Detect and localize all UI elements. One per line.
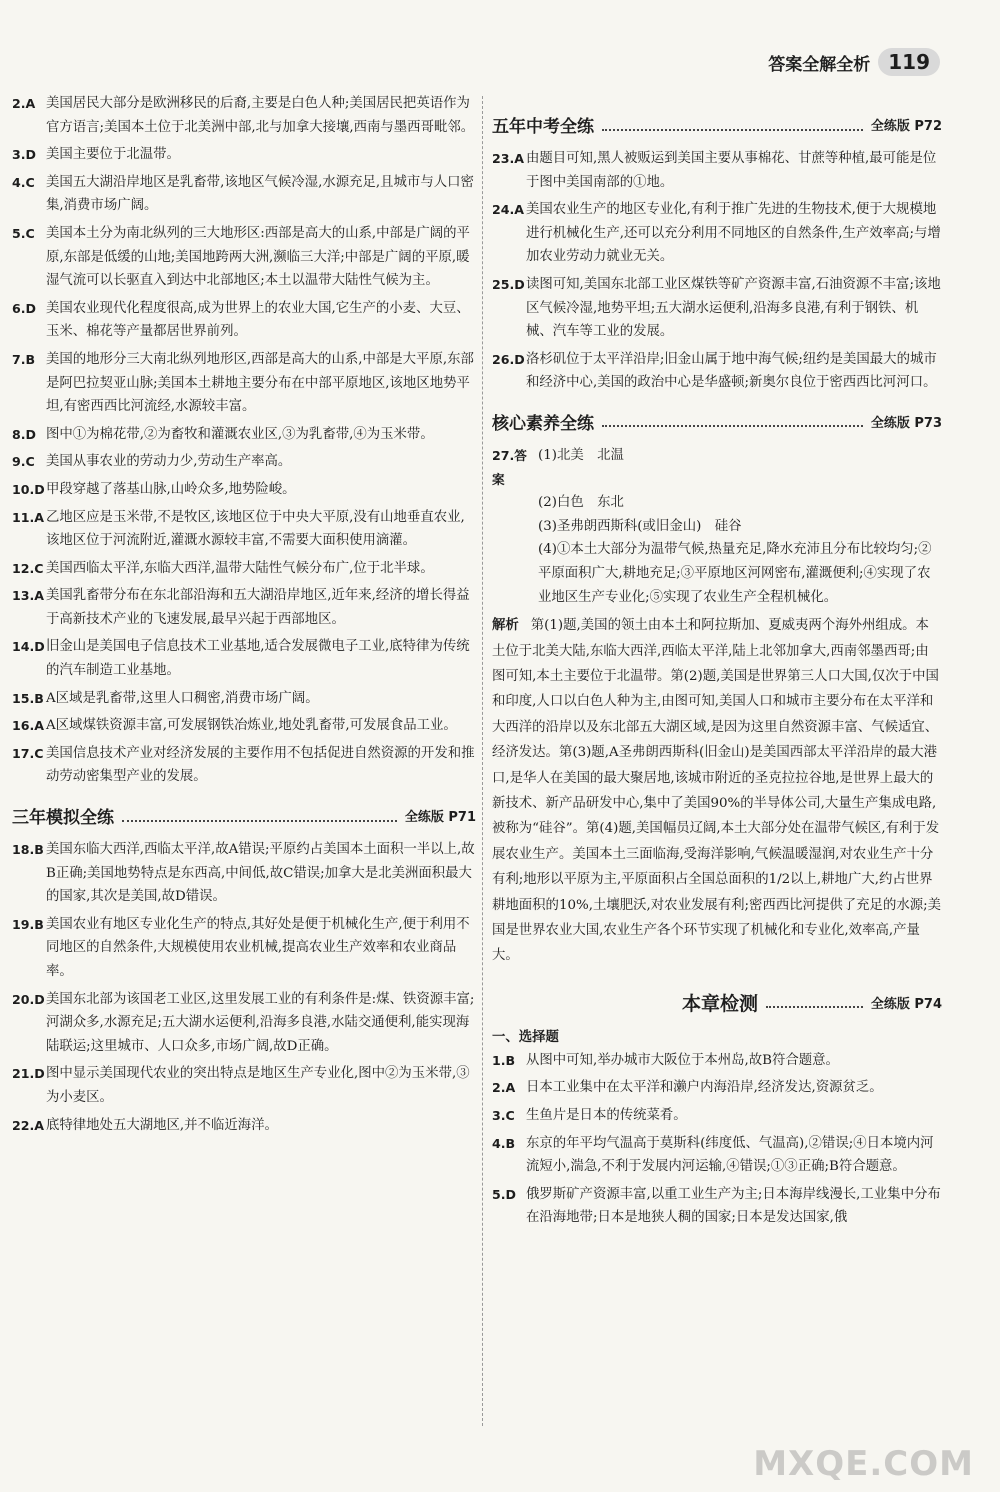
dotted-leader [766, 996, 863, 1008]
answer-item [12, 348, 476, 419]
answer-number: 5.C [12, 225, 35, 241]
answer-text: 美国乳畜带分布在东北部沿海和五大湖沿岸地区,近年来,经济的增长得益于高新技术产业的飞速发展,最早兴起于西部地区。 [46, 588, 470, 627]
answer-number: 21.D [12, 1066, 45, 1082]
answer-item [12, 92, 476, 139]
answer-number: 16.A [12, 718, 45, 734]
answer-item [492, 147, 942, 194]
answer-number: 15.B [12, 690, 44, 706]
answer-text: 美国信息技术产业对经济发展的主要作用不包括促进自然资源的开发和推动劳动密集型产业的发展。 [46, 745, 475, 785]
answer-number: 4.C [12, 174, 35, 190]
answer-text: 乙地区应是玉米带,不是牧区,该地区位于中央大平原,没有山地垂直农业,该地区位于河流附近,灌溉水源较丰富,不需要大面积使用滴灌。 [46, 509, 465, 549]
explain-label: 解析 [492, 618, 519, 634]
answer-list-left [12, 92, 476, 789]
answer-number: 10.D [12, 481, 45, 497]
answer-number: 25.D [492, 276, 525, 292]
watermark: MXQE.COM [753, 1444, 974, 1484]
answer-item [12, 687, 476, 711]
answer-text: 美国农业现代化程度很高,成为世界上的农业大国,它生产的小麦、大豆、玉米、棉花等产量都居世界前列。 [46, 300, 470, 340]
answer-text: 美国本土分为南北纵列的三大地形区:西部是高大的山系,中部是广阔的平原,东部是低缓的山地;美国地跨两大洲,濒临三大洋;中部是广阔的平原,暖湿气流可以长驱直入到达中北部地区;本土以温带大陆性气候为主。 [46, 225, 470, 289]
answer-list-right [492, 147, 942, 395]
page-number: 119 [878, 48, 940, 76]
answer-item [12, 222, 476, 293]
answer-number: 12.C [12, 560, 44, 576]
answer-item [12, 557, 476, 581]
answer-text: 洛杉矶位于太平洋沿岸;旧金山属于地中海气候;纽约是美国最大的城市和经济中心,美国的政治中心是华盛顿;新奥尔良位于密西西比河河口。 [526, 351, 937, 391]
answer-text: 美国农业有地区专业化生产的特点,其好处是便于机械化生产,便于利用不同地区的自然条件,大规模使用农业机械,提高农业生产效率和农业商品率。 [46, 916, 470, 979]
q27-first-line [492, 444, 942, 491]
answer-text: 日本工业集中在太平洋和濑户内海沿岸,经济发达,资源贫乏。 [526, 1080, 883, 1096]
answer-text: 从图中可知,举办城市大阪位于本州岛,故B符合题意。 [526, 1052, 839, 1068]
answer-number: 4.B [492, 1135, 516, 1151]
section-ref: 全练版 P74 [870, 996, 942, 1012]
answer-text: 俄罗斯矿产资源丰富,以重工业生产为主;日本海岸线漫长,工业集中分布在沿海地带;日本是地狭人稠的国家;日本是发达国家,俄 [526, 1186, 941, 1226]
answer-number: 5.D [492, 1186, 517, 1202]
answer-text: 图中显示美国现代农业的突出特点是地区生产专业化,图中②为玉米带,③为小麦区。 [46, 1066, 470, 1105]
answer-list-left-2 [12, 838, 476, 1137]
right-column [492, 92, 942, 1234]
answer-text: 东京的年平均气温高于莫斯科(纬度低、气温高),②错误;④日本境内河流短小,湍急,不利于发展内河运输,④错误;①③正确;B符合题意。 [526, 1135, 934, 1175]
q27-line-2: (2)白色 东北 [538, 495, 624, 511]
q27-explanation [492, 613, 942, 969]
answer-number: 2.A [12, 96, 36, 111]
answer-text: A区域是乳畜带,这里人口稠密,消费市场广阔。 [46, 690, 319, 706]
answer-item [492, 1049, 942, 1073]
answer-number: 18.B [12, 842, 44, 858]
section-title: 五年中考全练 [492, 117, 594, 137]
answer-text: 美国的地形分三大南北纵列地形区,西部是高大的山系,中部是大平原,东部是阿巴拉契亚山脉;美国本土耕地主要分布在中部平原地区,该地区地势平坦,有密西西比河流经,水源较丰富。 [46, 351, 474, 415]
answer-text: A区域煤铁资源丰富,可发展钢铁冶炼业,地处乳畜带,可发展食品工业。 [46, 718, 457, 734]
q27-num: 27.答案 [492, 447, 527, 487]
answer-item [492, 348, 942, 395]
answer-item [12, 635, 476, 682]
answer-text: 读图可知,美国东北部工业区煤铁等矿产资源丰富,石油资源不丰富;该地区气候冷湿,地势平坦;五大湖水运便利,沿海多良港,有利于钢铁、机械、汽车等工业的发展。 [526, 276, 941, 340]
answer-item [492, 1076, 942, 1100]
section-ref: 全练版 P72 [870, 119, 942, 134]
answer-text: 美国东临大西洋,西临太平洋,故A错误;平原约占美国本土面积一半以上,故B正确;美国地势特点是东西高,中间低,故C错误;加拿大是北美洲面积最大的国家,其次是美国,故D错误。 [46, 842, 475, 905]
answer-item [492, 1104, 942, 1128]
answer-text: 甲段穿越了落基山脉,山岭众多,地势险峻。 [46, 481, 296, 497]
q27-line-3: (3)圣弗朗西斯科(或旧金山) 硅谷 [538, 518, 742, 534]
answer-number: 7.B [12, 351, 36, 367]
answer-text: 美国从事农业的劳动力少,劳动生产率高。 [46, 454, 292, 470]
answer-text: 美国五大湖沿岸地区是乳畜带,该地区气候冷湿,水源充足,且城市与人口密集,消费市场广阔。 [46, 174, 474, 214]
explain-text: 第(1)题,美国的领土由本土和阿拉斯加、夏威夷两个海外州组成。本土位于北美大陆,东临大西洋,西临太平洋,陆上北邻加拿大,西南邻墨西哥;由图可知,本土主要位于北温带。第(2)题,美国是世界第三人口大国,仅次于中国和印度,人口以白色人种为主,由图可知,美国人口和城市主要分布在太平洋和大西洋的沿岸以及东北部五大湖区域,是因为这里自然资源丰富、气候适宜、经济发达。第(3)题,A圣弗朗西斯科(旧金山)是美国西部太平洋沿岸的最大港口,是华人在美国的最大聚居地,该城市附近的圣克拉拉谷地,是世界上最大的新技术、新产品研发中心,集中了美国90%的半导体公司,大量生产集成电路,被称为“硅谷”。第(4)题,美国幅员辽阔,本土大部分处在温带气候区,有利于发展农业生产。美国本土三面临海,受海洋影响,气候温暖湿润,对农业生产十分有利;地形以平原为主,平原面积占全国总面积的1/2以上,耕地广大,约占世界耕地面积的10%,土壤肥沃,对农业发展有利;密西西比河提供了充足的水源;美国是世界农业大国,农业生产各个环节实现了机械化和专业化,效率高,产量大。 [492, 618, 942, 964]
answer-number: 13.A [12, 588, 45, 604]
answer-number: 26.D [492, 351, 525, 367]
answer-number: 9.C [12, 454, 35, 470]
q27-answer [492, 444, 942, 969]
q27-line-4: (4)①本土大部分为温带气候,热量充足,降水充沛且分布比较均匀;②平原面积广大,耕地充足;③平原地区河网密布,灌溉便利;④实现了农业地区生产专业化;⑤实现了农业生产全程机械化。 [538, 542, 932, 605]
left-column [12, 92, 476, 1141]
answer-number: 17.C [12, 745, 44, 761]
answer-item [12, 450, 476, 474]
section-title: 三年模拟全练 [12, 808, 114, 829]
dotted-leader [602, 415, 863, 427]
answer-item [12, 478, 476, 502]
answer-item [12, 1062, 476, 1109]
answer-number: 3.C [492, 1107, 515, 1123]
answer-item [12, 506, 476, 553]
answer-text: 美国东北部为该国老工业区,这里发展工业的有利条件是:煤、铁资源丰富;河湖众多,水源充足;五大湖水运便利,沿海多良港,水陆交通便利,能实现海陆联运;这里城市、人口众多,市场广阔,故D正确。 [46, 991, 475, 1054]
answer-number: 24.A [492, 202, 525, 218]
section-five-year [492, 112, 942, 137]
header-title: 答案全解全析 [768, 54, 871, 75]
answer-text: 底特律地处五大湖地区,并不临近海洋。 [46, 1117, 278, 1133]
answer-list-right-2 [492, 1049, 942, 1230]
answer-number: 23.A [492, 151, 525, 166]
answer-text: 美国农业生产的地区专业化,有利于推广先进的生物技术,便于大规模地进行机械化生产,还可以充分利用不同地区的自然条件,生产效率高;与增加农业劳动力就业无关。 [526, 202, 941, 265]
section-ref: 全练版 P73 [870, 415, 942, 431]
dotted-leader [122, 810, 397, 822]
section-title: 本章检测 [682, 992, 759, 1015]
answer-item [492, 198, 942, 269]
section-ref: 全练版 P71 [404, 810, 476, 826]
answer-number: 14.D [12, 639, 45, 655]
section-title: 核心素养全练 [492, 413, 594, 434]
answer-text: 美国主要位于北温带。 [46, 147, 180, 163]
section-core [492, 409, 942, 434]
section-chapter-test [492, 989, 942, 1016]
answer-item [492, 273, 942, 344]
answer-number: 19.B [12, 916, 44, 932]
answer-item [12, 913, 476, 984]
answer-number: 3.D [12, 147, 37, 163]
answer-item [12, 988, 476, 1059]
answer-item [12, 143, 476, 167]
answer-text: 由题目可知,黑人被贩运到美国主要从事棉花、甘蔗等种植,最可能是位于图中美国南部的①地。 [526, 151, 937, 190]
answer-number: 2.A [492, 1080, 516, 1096]
answer-item [12, 714, 476, 738]
answer-item [12, 742, 476, 789]
answer-text: 美国居民大部分是欧洲移民的后裔,主要是白色人种;美国居民把英语作为官方语言;美国本土位于北美洲中部,北与加拿大接壤,西南与墨西哥毗邻。 [46, 96, 475, 135]
q27-line-1: (1)北美 北温 [538, 447, 624, 463]
answer-item [492, 1183, 942, 1230]
answer-item [12, 584, 476, 631]
answer-text: 美国西临太平洋,东临大西洋,温带大陆性气候分布广,位于北半球。 [46, 560, 434, 576]
dotted-leader [602, 119, 863, 131]
answer-item [492, 1132, 942, 1179]
answer-number: 6.D [12, 300, 37, 316]
answer-number: 8.D [12, 426, 37, 442]
answer-item [12, 171, 476, 218]
answer-number: 20.D [12, 991, 45, 1007]
answer-item [12, 423, 476, 447]
answer-number: 22.A [12, 1117, 45, 1133]
answer-item [12, 838, 476, 909]
answer-text: 旧金山是美国电子信息技术工业基地,适合发展微电子工业,底特律为传统的汽车制造工业基地。 [46, 639, 470, 679]
choice-heading: 一、选择题 [492, 1029, 559, 1045]
answer-number: 1.B [492, 1052, 516, 1068]
answer-text: 图中①为棉花带,②为畜牧和灌溉农业区,③为乳畜带,④为玉米带。 [46, 426, 434, 442]
answer-text: 生鱼片是日本的传统菜肴。 [526, 1107, 687, 1123]
column-divider [482, 96, 483, 1426]
answer-item [12, 297, 476, 344]
answer-item [12, 1114, 476, 1138]
page-header [768, 48, 940, 76]
answer-number: 11.A [12, 509, 45, 525]
section-three-year [12, 803, 476, 828]
